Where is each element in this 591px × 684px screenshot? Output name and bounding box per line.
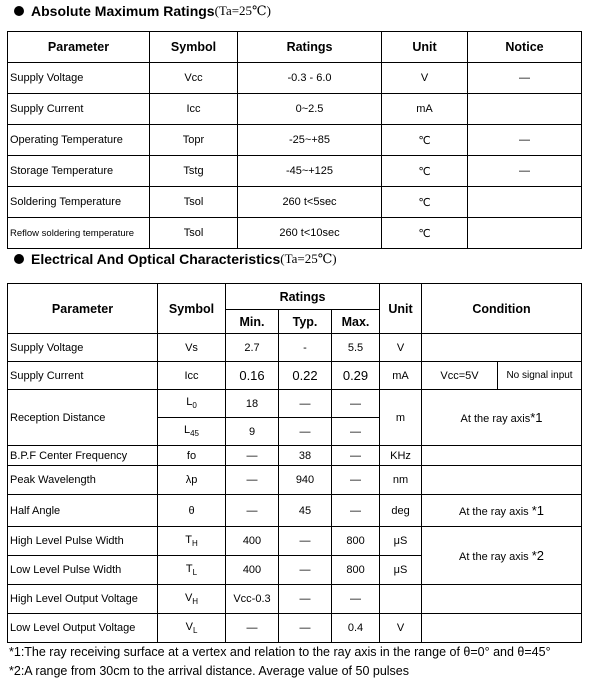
header-ratings: Ratings: [238, 32, 382, 63]
header-parameter: Parameter: [8, 32, 150, 63]
table-row: [8, 390, 582, 418]
table-row: [8, 466, 582, 495]
header-notice: Notice: [468, 32, 582, 63]
cell-rating: 0~2.5: [238, 94, 382, 125]
cell-min: —: [226, 495, 279, 527]
cell-condition: [422, 334, 582, 362]
cell-notice: [468, 94, 582, 125]
cell-symbol: Icc: [150, 94, 238, 125]
cell-max: 800: [332, 527, 380, 556]
cell-parameter: Half Angle: [8, 495, 158, 527]
footnote-1: *1:The ray receiving surface at a vertex and relation to the ray axis in the range of θ=0° and θ=45°: [9, 645, 551, 659]
cell-parameter: Supply Voltage: [8, 63, 150, 94]
cell-symbol: Tsol: [150, 218, 238, 249]
symbol-th: $T_H$: [185, 533, 198, 549]
cell-notice: [468, 218, 582, 249]
cell-symbol: [158, 585, 226, 614]
header-parameter: Parameter: [8, 284, 158, 334]
cell-max: 0.4: [332, 614, 380, 643]
symbol-tl: $T_L$: [185, 562, 198, 578]
cell-unit: μS: [380, 527, 422, 556]
cell-symbol: λp: [158, 466, 226, 495]
cell-min: 400: [226, 527, 279, 556]
cell-parameter: Supply Current: [8, 94, 150, 125]
cell-unit: ℃: [382, 218, 468, 249]
cell-typ: 940: [279, 466, 332, 495]
cell-typ: —: [279, 556, 332, 585]
table-row: [8, 446, 582, 466]
section1-title: Absolute Maximum Ratings: [31, 3, 215, 19]
cell-symbol: [158, 418, 226, 446]
cell-max: —: [332, 418, 380, 446]
header-condition: Condition: [422, 284, 582, 334]
table-row: [8, 218, 582, 249]
cell-parameter: Peak Wavelength: [8, 466, 158, 495]
cell-parameter: Supply Voltage: [8, 334, 158, 362]
cell-unit: mA: [382, 94, 468, 125]
cell-typ: 0.22: [279, 362, 332, 390]
cell-symbol: Tsol: [150, 187, 238, 218]
table-row: [8, 334, 582, 362]
cell-symbol: Icc: [158, 362, 226, 390]
header-unit: Unit: [382, 32, 468, 63]
footnote-2: *2:A range from 30cm to the arrival distance. Average value of 50 pulses: [9, 664, 409, 678]
cell-parameter: Low Level Output Voltage: [8, 614, 158, 643]
cell-parameter: B.P.F Center Frequency: [8, 446, 158, 466]
cell-unit: ℃: [382, 156, 468, 187]
cell-rating: 260 t<10sec: [238, 218, 382, 249]
cell-symbol: Vs: [158, 334, 226, 362]
table-row: [8, 94, 582, 125]
cell-min: Vcc-0.3: [226, 585, 279, 614]
condition-text: At the ray axis: [460, 413, 531, 425]
cell-unit: m: [380, 390, 422, 446]
header-min: Min.: [226, 310, 279, 334]
cell-max: —: [332, 446, 380, 466]
cell-condition: [422, 495, 582, 527]
header-symbol: Symbol: [158, 284, 226, 334]
cell-notice: —: [468, 156, 582, 187]
cell-parameter: Supply Current: [8, 362, 158, 390]
cell-unit: V: [380, 334, 422, 362]
section2-title: Electrical And Optical Characteristics: [31, 251, 281, 267]
cell-symbol: Tstg: [150, 156, 238, 187]
cell-max: 800: [332, 556, 380, 585]
cell-parameter: Reception Distance: [8, 390, 158, 446]
table-row: [8, 187, 582, 218]
cell-typ: —: [279, 614, 332, 643]
table-row: [8, 362, 582, 390]
cell-max: —: [332, 585, 380, 614]
cell-typ: 38: [279, 446, 332, 466]
cell-typ: -: [279, 334, 332, 362]
cell-max: —: [332, 466, 380, 495]
cell-condition: [422, 390, 582, 446]
cell-min: 400: [226, 556, 279, 585]
cell-condition: [422, 585, 582, 614]
bullet-icon: [14, 254, 24, 264]
cell-symbol: [158, 556, 226, 585]
cell-max: —: [332, 390, 380, 418]
table-header-row: [8, 284, 582, 310]
cell-condition-vcc: Vcc=5V: [422, 362, 498, 390]
note-ref: *1: [530, 410, 543, 425]
cell-parameter: High Level Output Voltage: [8, 585, 158, 614]
cell-unit: μS: [380, 556, 422, 585]
header-symbol: Symbol: [150, 32, 238, 63]
cell-condition: [422, 466, 582, 495]
cell-parameter: Storage Temperature: [8, 156, 150, 187]
cell-parameter: Reflow soldering temperature: [8, 218, 150, 249]
cell-min: —: [226, 446, 279, 466]
cell-condition-no-signal: No signal input: [498, 362, 582, 390]
electrical-optical-table: [7, 283, 582, 643]
header-max: Max.: [332, 310, 380, 334]
table-row: [8, 125, 582, 156]
cell-unit: KHz: [380, 446, 422, 466]
cell-min: 18: [226, 390, 279, 418]
cell-symbol: [158, 614, 226, 643]
cell-min: 2.7: [226, 334, 279, 362]
cell-max: —: [332, 495, 380, 527]
header-typ: Typ.: [279, 310, 332, 334]
cell-typ: —: [279, 527, 332, 556]
cell-unit: [380, 585, 422, 614]
symbol-vh: $V_H$: [184, 591, 199, 607]
condition-text: At the ray axis: [458, 506, 529, 518]
cell-min: 9: [226, 418, 279, 446]
cell-parameter: Operating Temperature: [8, 125, 150, 156]
cell-notice: [468, 187, 582, 218]
bullet-icon: [14, 6, 24, 16]
cell-typ: —: [279, 390, 332, 418]
cell-typ: —: [279, 585, 332, 614]
cell-unit: V: [382, 63, 468, 94]
cell-symbol: Topr: [150, 125, 238, 156]
section2-heading: [14, 248, 337, 270]
symbol-l45: $L_{45}$: [183, 424, 200, 439]
section2-condition: (Ta=25℃): [280, 251, 337, 266]
cell-symbol: [158, 527, 226, 556]
cell-rating: -45~+125: [238, 156, 382, 187]
cell-parameter: High Level Pulse Width: [8, 527, 158, 556]
header-ratings: Ratings: [226, 284, 380, 310]
cell-rating: 260 t<5sec: [238, 187, 382, 218]
cell-unit: V: [380, 614, 422, 643]
cell-min: 0.16: [226, 362, 279, 390]
cell-rating: -25~+85: [238, 125, 382, 156]
cell-unit: nm: [380, 466, 422, 495]
cell-symbol: [158, 390, 226, 418]
cell-condition: [422, 527, 582, 585]
section1-condition: (Ta=25℃): [214, 3, 271, 18]
condition-text: At the ray axis: [458, 551, 529, 563]
symbol-vl: $V_L$: [185, 620, 198, 636]
cell-max: 5.5: [332, 334, 380, 362]
cell-typ: 45: [279, 495, 332, 527]
cell-unit: mA: [380, 362, 422, 390]
section1-heading: [14, 0, 271, 22]
cell-unit: ℃: [382, 187, 468, 218]
cell-symbol: θ: [158, 495, 226, 527]
cell-notice: —: [468, 63, 582, 94]
note-ref: *1: [531, 503, 545, 518]
absolute-max-ratings-table: [7, 31, 582, 249]
note-ref: *2: [531, 548, 545, 563]
cell-condition: [422, 614, 582, 643]
cell-unit: deg: [380, 495, 422, 527]
cell-max: 0.29: [332, 362, 380, 390]
cell-min: —: [226, 466, 279, 495]
table-row: [8, 614, 582, 643]
cell-notice: —: [468, 125, 582, 156]
table-row: [8, 156, 582, 187]
cell-unit: ℃: [382, 125, 468, 156]
cell-parameter: Soldering Temperature: [8, 187, 150, 218]
table-row: [8, 495, 582, 527]
table-row: [8, 527, 582, 556]
cell-rating: -0.3 - 6.0: [238, 63, 382, 94]
cell-condition: [422, 446, 582, 466]
cell-min: —: [226, 614, 279, 643]
cell-typ: —: [279, 418, 332, 446]
symbol-l0: $L_0$: [186, 396, 197, 411]
header-unit: Unit: [380, 284, 422, 334]
cell-symbol: Vcc: [150, 63, 238, 94]
table-row: [8, 585, 582, 614]
table-header-row: [8, 32, 582, 63]
cell-symbol: fo: [158, 446, 226, 466]
cell-parameter: Low Level Pulse Width: [8, 556, 158, 585]
table-row: [8, 63, 582, 94]
